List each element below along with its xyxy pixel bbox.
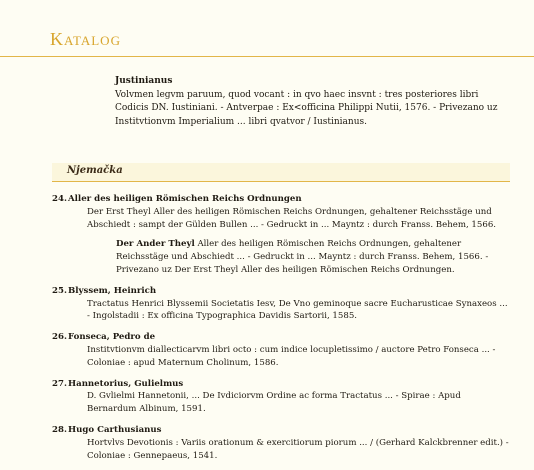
entry-number: 25. bbox=[52, 285, 67, 296]
catalog-entry bbox=[52, 285, 512, 323]
intro-entry bbox=[115, 75, 510, 129]
entry-sub-description bbox=[52, 238, 512, 276]
section-header bbox=[52, 163, 510, 182]
section-label: Njemačka bbox=[67, 165, 123, 176]
catalog-entry bbox=[52, 378, 512, 416]
header-divider bbox=[0, 56, 534, 57]
catalog-entry bbox=[52, 331, 512, 369]
entry-description: Hortvlvs Devotionis : Variis orationum & exercitiorum piorum ... / (Gerhard Kalckbrenner edit.) - Coloniae : Gennepaeus, 1541. bbox=[87, 437, 509, 461]
catalog-entry bbox=[52, 424, 512, 462]
entry-heading: Blyssem, Heinrich bbox=[68, 285, 157, 296]
entry-description: D. Gvlielmi Hannetonii, ... De Ivdiciorvm Ordine ac forma Tractatus ... - Spirae : Apud Bernardum Albinum, 1591. bbox=[87, 391, 461, 415]
entry-heading: Aller des heiligen Römischen Reichs Ordnungen bbox=[68, 194, 302, 204]
catalog-entry bbox=[52, 193, 512, 277]
intro-text: Volvmen legvm paruum, quod vocant : in qvo haec insvnt : tres posteriores libri Codicis DN. Iustiniani. - Antverpae : Ex<officina Philippi Nutii, 1576. - Privezano uz Institvtionvm Imperialium ... libri qvatvor / Iustinianus. bbox=[115, 89, 498, 127]
intro-name: Justinianus bbox=[115, 76, 173, 86]
entry-description: Tractatus Henrici Blyssemii Societatis Iesv, De Vno geminoque sacre Eucharusticae Synaxeos ... - Ingolstadii : Ex officina Typographica Davidis Sartorii, 1585. bbox=[87, 298, 508, 322]
entry-sub-text: Aller des heiligen Römischen Reichs Ordnungen, gehaltener Reichsstäge und Abschiedt ... - Gedruckt in ... Mayntz : durch Franss. Behem, 1566. - Privezano uz Der Erst Theyl Aller des heiligen Römischen Reichs Ordnungen. bbox=[116, 239, 489, 275]
entry-number: 28. bbox=[52, 424, 67, 435]
entry-number: 26. bbox=[52, 332, 67, 343]
entry-description: Der Erst Theyl Aller des heiligen Römischen Reichs Ordnungen, gehaltener Reichsstäge und Abschiedt : sampt der Gülden Bullen ... - Gedruckt in ... Mayntz : durch Franss. Behem, 1566. bbox=[87, 206, 497, 230]
entry-sub-title: Der Ander Theyl bbox=[116, 239, 195, 250]
entry-number: 24. bbox=[52, 194, 67, 204]
entry-description: Institvtionvm diallecticarvm libri octo : cum indice locupletissimo / auctore Petro Fonseca ... - Coloniae : apud Maternum Cholinum, 1586. bbox=[87, 344, 496, 368]
entry-number: 27. bbox=[52, 378, 67, 389]
entry-heading: Fonseca, Pedro de bbox=[68, 332, 156, 343]
catalog-entries bbox=[52, 193, 512, 470]
entry-heading: Hannetorius, Gulielmus bbox=[68, 378, 184, 389]
page-title: Katalog bbox=[50, 29, 121, 49]
entry-heading: Hugo Carthusianus bbox=[68, 424, 162, 435]
